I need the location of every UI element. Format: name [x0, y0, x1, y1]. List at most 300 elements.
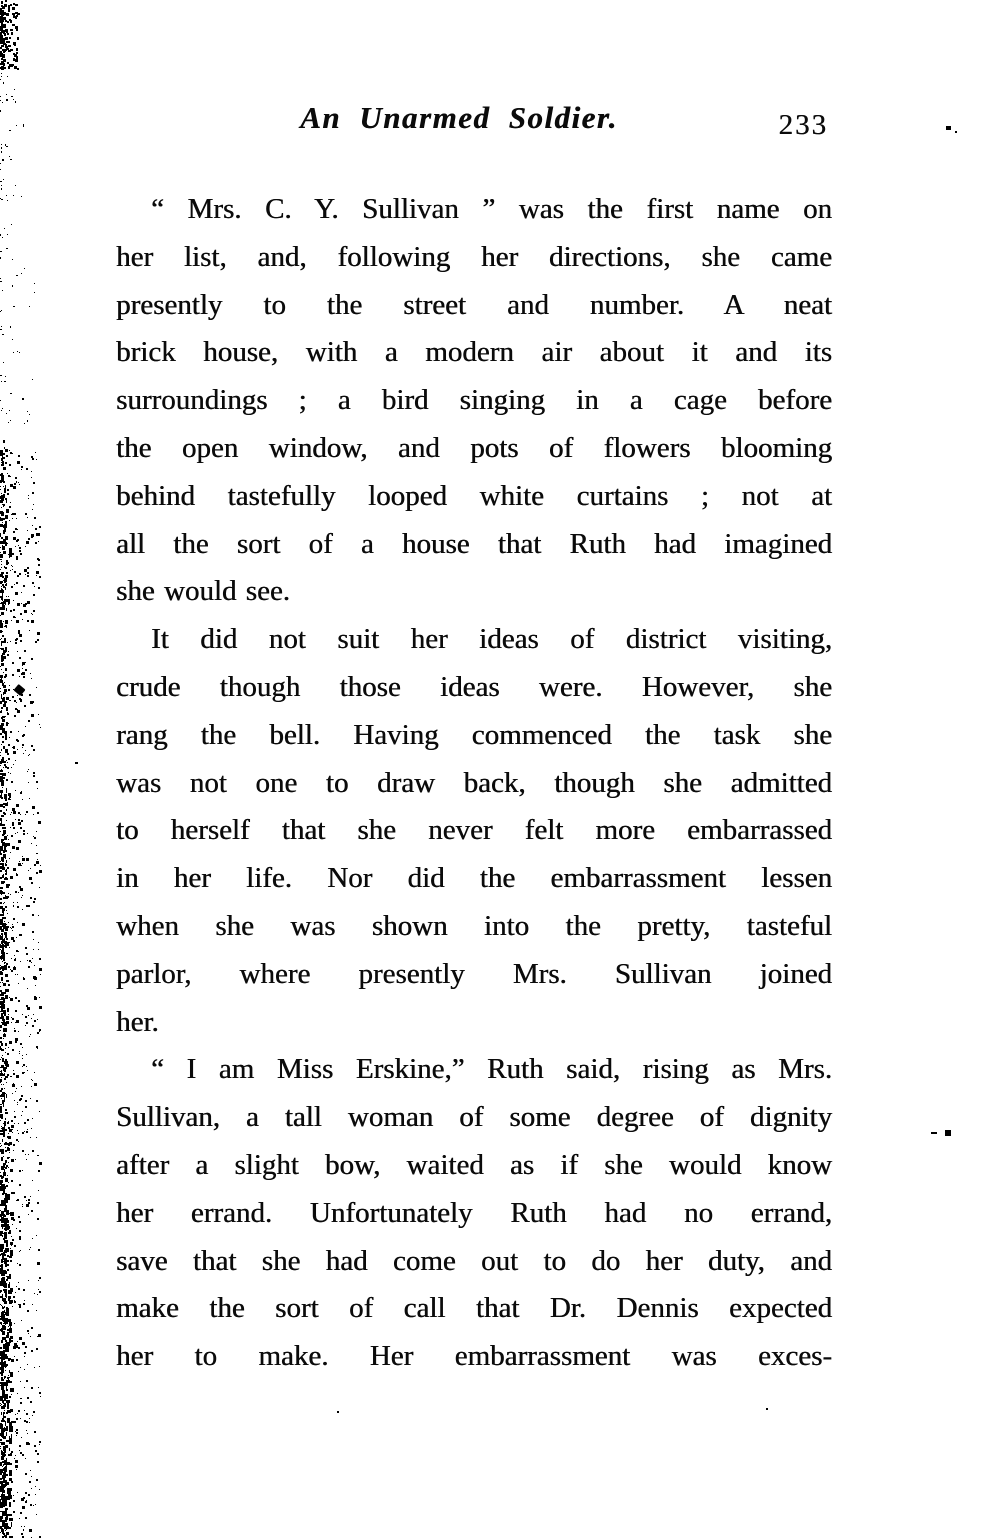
- scan-speck: [2, 683, 4, 686]
- scan-speck: [25, 1473, 27, 1475]
- scan-speck: [2, 290, 3, 291]
- scan-speck: [3, 580, 4, 581]
- text-line: “ Mrs. C. Y. Sullivan ” was the first name on: [151, 193, 832, 225]
- paragraph: [116, 186, 832, 616]
- scan-speck: [27, 575, 29, 577]
- scan-speck: [27, 420, 28, 422]
- scan-speck: [0, 8, 2, 11]
- scan-speck: [22, 665, 23, 666]
- scan-speck: [10, 29, 13, 31]
- scan-speck: [0, 725, 3, 727]
- scan-speck: [1, 923, 3, 925]
- scan-speck: [35, 1504, 36, 1505]
- text-line: her errand. Unfortunately Ruth had no errand,: [116, 1196, 832, 1229]
- scan-speck: [2, 1306, 3, 1307]
- scan-speck: [2, 590, 4, 593]
- scan-speck: [38, 564, 40, 566]
- scan-speck: [3, 1436, 5, 1439]
- scan-speck: [6, 1346, 7, 1347]
- scan-speck: [7, 1175, 8, 1176]
- scan-speck: [2, 1530, 3, 1534]
- scan-speck: [30, 673, 31, 674]
- scan-speck: [5, 989, 8, 992]
- scan-speck: [11, 1180, 12, 1181]
- scan-speck: [0, 1215, 1, 1216]
- scan-speck: [6, 953, 7, 954]
- scan-speck: [2, 547, 3, 548]
- scan-speck: [12, 518, 13, 519]
- scan-speck: [0, 1180, 2, 1182]
- scan-speck: [27, 1129, 28, 1130]
- scan-speck: [3, 824, 5, 826]
- scan-speck: [0, 727, 3, 730]
- scan-speck: [0, 1396, 1, 1397]
- scan-speck: [0, 823, 1, 824]
- scan-speck: [33, 772, 35, 774]
- scan-speck: [23, 830, 25, 832]
- scan-speck: [0, 1017, 2, 1019]
- scan-speck: [19, 484, 20, 485]
- scan-speck: [7, 48, 9, 50]
- scan-speck: [3, 530, 5, 534]
- scan-speck: [0, 1254, 1, 1255]
- scan-speck: [23, 604, 26, 607]
- scan-speck: [0, 1433, 1, 1435]
- scan-speck: [5, 515, 8, 518]
- scan-speck: [6, 1016, 9, 1019]
- paragraph: [116, 1046, 832, 1381]
- scan-speck: [2, 10, 4, 13]
- scan-speck: [0, 866, 2, 869]
- scan-speck: [4, 1351, 5, 1352]
- scan-speck: [35, 641, 37, 643]
- scan-speck: [17, 669, 20, 672]
- scan-speck: [0, 574, 3, 577]
- scan-speck: [2, 1428, 6, 1431]
- scan-speck: [11, 835, 13, 837]
- scan-speck: [7, 1147, 9, 1149]
- scan-speck: [1, 1220, 4, 1223]
- scan-speck: [4, 1326, 6, 1329]
- scan-speck: [20, 699, 22, 701]
- scan-speck: [0, 666, 1, 667]
- scan-speck: [5, 1129, 7, 1131]
- scan-speck: [2, 698, 5, 702]
- scan-speck: [1, 1, 3, 4]
- scan-speck: [0, 824, 2, 826]
- scan-speck: [1, 992, 3, 994]
- scan-speck: [28, 495, 29, 496]
- scan-speck: [3, 1034, 6, 1037]
- scan-speck: [31, 536, 33, 538]
- scan-speck: [4, 813, 6, 815]
- scan-speck: [3, 1390, 5, 1392]
- scan-speck: [0, 20, 3, 23]
- scan-speck: [0, 691, 1, 692]
- scan-speck: [0, 1106, 2, 1110]
- scan-speck: [9, 1370, 10, 1373]
- scan-speck: [8, 66, 10, 69]
- scan-speck: [30, 701, 33, 704]
- scan-speck: [4, 1310, 5, 1313]
- scan-speck: [2, 1139, 3, 1142]
- text-line: presently to the street and number. A neat: [116, 288, 832, 321]
- scan-speck: [1, 1220, 5, 1223]
- scan-speck: [22, 735, 24, 737]
- scan-speck: [12, 569, 13, 570]
- scan-speck: [1, 1224, 4, 1227]
- scan-speck: [0, 675, 1, 676]
- scan-speck: [6, 146, 8, 147]
- scan-speck: [0, 680, 3, 683]
- scan-speck: [3, 1103, 5, 1107]
- scan-speck: [39, 997, 40, 998]
- scan-speck: [4, 1283, 7, 1286]
- scan-speck: [5, 1142, 7, 1145]
- scan-speck: [7, 753, 9, 755]
- scan-speck: [3, 656, 5, 658]
- scan-speck: [9, 737, 10, 738]
- scan-speck: [0, 375, 2, 376]
- scan-speck: [15, 1455, 16, 1456]
- scan-speck: [5, 1292, 7, 1297]
- scan-speck: [3, 1184, 5, 1188]
- scan-speck: [11, 1394, 12, 1395]
- scan-speck: [1, 1088, 2, 1089]
- scan-speck: [1, 815, 4, 817]
- scan-speck: [1, 638, 2, 639]
- scan-speck: [1, 572, 4, 574]
- scan-speck: [11, 1495, 12, 1496]
- scan-speck: [0, 761, 1, 764]
- scan-speck: [2, 777, 3, 778]
- scan-speck: [7, 835, 8, 836]
- scan-speck: [8, 1296, 12, 1299]
- scan-speck: [1, 5, 3, 7]
- scan-speck: [3, 747, 4, 748]
- scan-speck: [2, 941, 4, 943]
- scan-speck: [5, 1466, 7, 1469]
- scan-speck: [40, 974, 41, 975]
- scan-speck: [8, 772, 9, 773]
- scan-speck: [3, 49, 6, 52]
- scan-speck: [2, 237, 3, 238]
- scan-speck: [2, 455, 3, 459]
- scan-speck: [24, 1131, 25, 1132]
- scan-speck: [2, 1369, 4, 1371]
- scan-speck: [4, 902, 5, 903]
- scan-speck: [26, 1054, 27, 1055]
- scan-speck: [3, 59, 6, 62]
- scan-speck: [25, 1106, 27, 1108]
- scan-speck: [12, 566, 13, 567]
- scan-speck: [32, 958, 33, 959]
- scan-speck: [7, 1010, 9, 1012]
- scan-speck: [0, 1398, 1, 1399]
- scan-speck: [17, 1263, 18, 1264]
- scan-speck: [0, 1082, 1, 1083]
- scan-speck: [2, 1133, 4, 1135]
- scan-speck: [6, 869, 7, 873]
- scan-speck: [20, 1250, 21, 1251]
- scan-speck: [3, 851, 5, 853]
- scan-speck: [8, 1014, 9, 1015]
- scan-speck: [5, 1262, 8, 1267]
- scan-speck: [15, 1292, 16, 1293]
- scan-speck: [6, 583, 7, 584]
- scan-speck: [1, 776, 2, 778]
- scan-speck: [5, 46, 8, 48]
- scan-speck: [13, 868, 16, 871]
- scan-speck: [29, 1481, 31, 1483]
- scan-speck: [6, 1224, 9, 1230]
- scan-speck: [6, 1460, 8, 1465]
- scan-speck: [2, 1294, 3, 1298]
- scan-speck: [2, 653, 5, 655]
- scan-speck: [17, 695, 18, 696]
- scan-speck: [15, 1010, 17, 1012]
- scan-speck: [2, 1189, 4, 1191]
- scan-speck: [3, 540, 4, 541]
- scan-speck: [6, 500, 7, 503]
- scan-speck: [3, 660, 4, 661]
- scan-speck: [3, 51, 5, 53]
- scan-speck: [7, 1264, 9, 1266]
- scan-speck: [20, 1043, 22, 1045]
- scan-speck: [36, 845, 37, 846]
- scan-speck: [0, 1115, 1, 1118]
- scan-speck: [26, 541, 29, 544]
- scan-speck: [18, 731, 19, 732]
- scan-speck: [3, 1095, 5, 1097]
- scan-speck: [29, 414, 30, 415]
- scan-speck: [3, 1038, 4, 1039]
- scan-speck: [14, 1300, 15, 1301]
- scan-speck: [1, 310, 2, 311]
- scan-speck: [2, 461, 4, 465]
- scan-speck: [11, 1522, 12, 1527]
- scan-speck: [0, 1111, 2, 1113]
- scan-speck: [5, 449, 8, 452]
- scan-speck: [1, 1362, 2, 1363]
- scan-speck: [4, 1211, 5, 1212]
- scan-speck: [3, 812, 5, 814]
- scan-speck: [16, 556, 18, 558]
- scan-speck: [34, 898, 36, 900]
- scan-speck: [13, 58, 15, 60]
- scan-speck: [4, 1133, 5, 1136]
- scan-speck: [5, 376, 6, 377]
- scan-speck: [16, 275, 18, 276]
- scan-speck: [0, 54, 2, 56]
- scan-speck: [3, 877, 4, 878]
- scan-speck: [11, 970, 13, 972]
- scan-speck: [7, 1329, 9, 1331]
- scan-speck: [0, 804, 3, 807]
- scan-speck: [0, 1073, 3, 1076]
- text-line: the open window, and pots of flowers blooming: [116, 431, 832, 464]
- scan-speck: [25, 814, 26, 815]
- scan-speck: [5, 895, 6, 896]
- scan-speck: [3, 983, 6, 986]
- scan-speck: [2, 1500, 3, 1501]
- scan-speck: [7, 1312, 8, 1313]
- scan-speck: [4, 1014, 6, 1016]
- scan-speck: [23, 734, 25, 736]
- scan-speck: [18, 951, 19, 952]
- scan-speck: [9, 1213, 10, 1214]
- text-line: surroundings ; a bird singing in a cage before: [116, 384, 832, 417]
- scan-speck: [0, 533, 1, 537]
- scan-speck: [4, 731, 7, 734]
- scan-speck: [8, 5, 10, 7]
- scan-speck: [18, 545, 19, 546]
- scan-speck: [0, 752, 1, 753]
- scan-speck: [0, 12, 2, 15]
- scan-speck: [3, 998, 6, 1003]
- scan-speck: [0, 851, 1, 855]
- scan-speck: [4, 1382, 6, 1384]
- scan-speck: [1, 1383, 3, 1385]
- scan-speck: [2, 1351, 3, 1352]
- scan-speck: [6, 980, 9, 982]
- scan-speck: [9, 1322, 12, 1326]
- scan-speck: [4, 1289, 7, 1292]
- scan-speck: [6, 560, 8, 565]
- scan-speck: [1, 744, 2, 745]
- scan-speck: [27, 1364, 28, 1365]
- scan-speck: [1, 1022, 2, 1023]
- scan-speck: [6, 860, 8, 863]
- scan-speck: [26, 1430, 27, 1431]
- scan-speck: [0, 1399, 2, 1401]
- scan-speck: [1, 1014, 2, 1015]
- scan-speck: [2, 1211, 3, 1212]
- scan-speck: [16, 1088, 17, 1089]
- scan-speck: [0, 1079, 1, 1082]
- scan-speck: [20, 1402, 22, 1404]
- scan-speck: [0, 556, 1, 557]
- scan-speck: [5, 870, 7, 872]
- scan-speck: [17, 1393, 18, 1394]
- scan-speck: [946, 126, 951, 130]
- scan-speck: [4, 599, 6, 602]
- scan-speck: [15, 760, 16, 761]
- scan-speck: [1, 678, 2, 679]
- scan-speck: [15, 1465, 17, 1467]
- scan-speck: [3, 881, 5, 883]
- scan-speck: [5, 1048, 6, 1049]
- scan-speck: [28, 720, 30, 722]
- scan-speck: [30, 1034, 31, 1035]
- scan-speck: [0, 278, 1, 279]
- scan-speck: [22, 662, 25, 665]
- scan-speck: [4, 1061, 7, 1064]
- scan-speck: [1, 795, 2, 796]
- scan-speck: [34, 283, 35, 284]
- scan-speck: [5, 1394, 8, 1399]
- scan-speck: [1, 641, 3, 646]
- scan-speck: [2, 602, 3, 603]
- scan-speck: [0, 1353, 3, 1356]
- scan-speck: [10, 1288, 14, 1292]
- scan-speck: [3, 1334, 4, 1335]
- scan-speck: [14, 1245, 16, 1247]
- scan-speck: [11, 1359, 14, 1362]
- scan-speck: [8, 1121, 9, 1122]
- scan-speck: [25, 662, 26, 663]
- scan-speck: [9, 1328, 12, 1333]
- scan-speck: [39, 1111, 40, 1112]
- scan-speck: [2, 497, 3, 502]
- scan-speck: [1, 1200, 5, 1206]
- scan-speck: [4, 1234, 7, 1237]
- scan-speck: [5, 1421, 6, 1426]
- scan-speck: [21, 1115, 22, 1116]
- scan-speck: [6, 943, 9, 946]
- scan-speck: [5, 797, 7, 801]
- scan-speck: [13, 1192, 15, 1194]
- scan-speck: [31, 1128, 32, 1129]
- scan-speck: [1, 1098, 2, 1099]
- scan-speck: [2, 736, 4, 738]
- scan-speck: [5, 1112, 6, 1113]
- scan-speck: [3, 457, 5, 459]
- scan-speck: [3, 546, 5, 548]
- scan-speck: [3, 1403, 4, 1404]
- scan-speck: [4, 804, 5, 805]
- scan-speck: [2, 1352, 4, 1356]
- scan-speck: [5, 1147, 6, 1148]
- scan-speck: [1, 1489, 3, 1491]
- scan-speck: [4, 1460, 6, 1465]
- scan-speck: [2, 1390, 4, 1396]
- scan-speck: [2, 1055, 3, 1056]
- scan-speck: [12, 808, 15, 811]
- scan-speck: [9, 37, 11, 39]
- scan-speck: [26, 1066, 27, 1067]
- scan-speck: [8, 596, 9, 597]
- scan-speck: [3, 692, 4, 695]
- scan-speck: [21, 1498, 24, 1501]
- scan-speck: [8, 1284, 10, 1288]
- scan-speck: [40, 1029, 41, 1030]
- scan-speck: [0, 67, 2, 69]
- scan-speck: [3, 967, 5, 969]
- scan-speck: [18, 1141, 19, 1142]
- scan-speck: [5, 1067, 7, 1069]
- scan-speck: [19, 886, 21, 888]
- scan-speck: [4, 836, 7, 840]
- scan-speck: [0, 576, 1, 577]
- scan-speck: [5, 1312, 7, 1315]
- scan-speck: [11, 64, 14, 66]
- text-line: Sullivan, a tall woman of some degree of dignity: [116, 1101, 832, 1134]
- scan-speck: [32, 1415, 33, 1416]
- scan-speck: [5, 1428, 8, 1431]
- scan-speck: [34, 1293, 35, 1294]
- scan-speck: [12, 1093, 13, 1094]
- scan-speck: [0, 890, 2, 892]
- scan-speck: [12, 747, 13, 748]
- scan-speck: [9, 796, 11, 798]
- scan-speck: [4, 701, 6, 706]
- scan-speck: [0, 234, 1, 236]
- scan-speck: [4, 1078, 6, 1080]
- scan-speck: [4, 1067, 6, 1072]
- scan-speck: [21, 1398, 22, 1399]
- scan-speck: [25, 1346, 27, 1348]
